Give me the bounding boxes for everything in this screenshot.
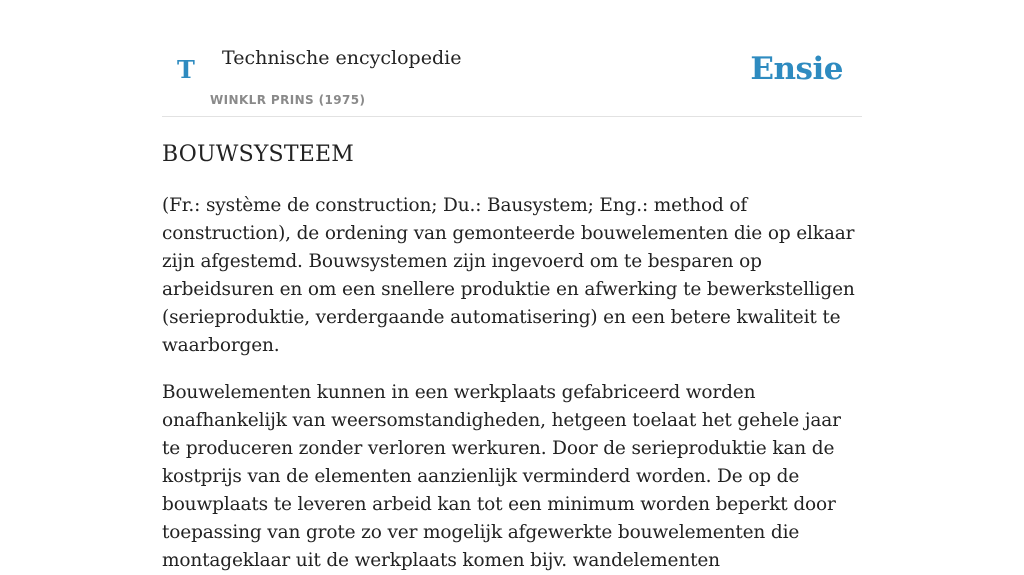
ensie-logo[interactable]: Ensie	[750, 51, 843, 87]
source-logo[interactable]: T	[177, 55, 195, 84]
entry-paragraph: (Fr.: système de construction; Du.: Bausystem; Eng.: method of construction), de ordening van gemonteerde bouwelementen die op elkaar zijn afgestemd. Bouwsystemen zijn ingevoerd om te besparen op arbeidsuren en om een snellere produktie en afwerking te bewerkstelligen (serieproduktie, verdergaande automatisering) en een betere kwaliteit te waarborgen.	[162, 195, 855, 356]
source-title-link[interactable]: Technische encyclopedie	[222, 47, 462, 69]
entry-title: BOUWSYSTEEM	[162, 142, 354, 167]
source-header	[162, 0, 862, 117]
source-subtitle: WINKLR PRINS (1975)	[210, 93, 366, 107]
entry-content	[162, 138, 862, 575]
entry-paragraph: Bouwelementen kunnen in een werkplaats gefabriceerd worden onafhankelijk van weersomstandigheden, hetgeen toelaat het gehele jaar te produceren zonder verloren werkuren. Door de serieproduktie kan de kostprijs van de elementen aanzienlijk verminderd worden. De op de bouwplaats te leveren arbeid kan tot een minimum worden beperkt door toepassing van grote zo ver mogelijk afgewerkte bouwelementen die montageklaar uit de werkplaats komen bijv. wandelementen	[162, 382, 841, 571]
